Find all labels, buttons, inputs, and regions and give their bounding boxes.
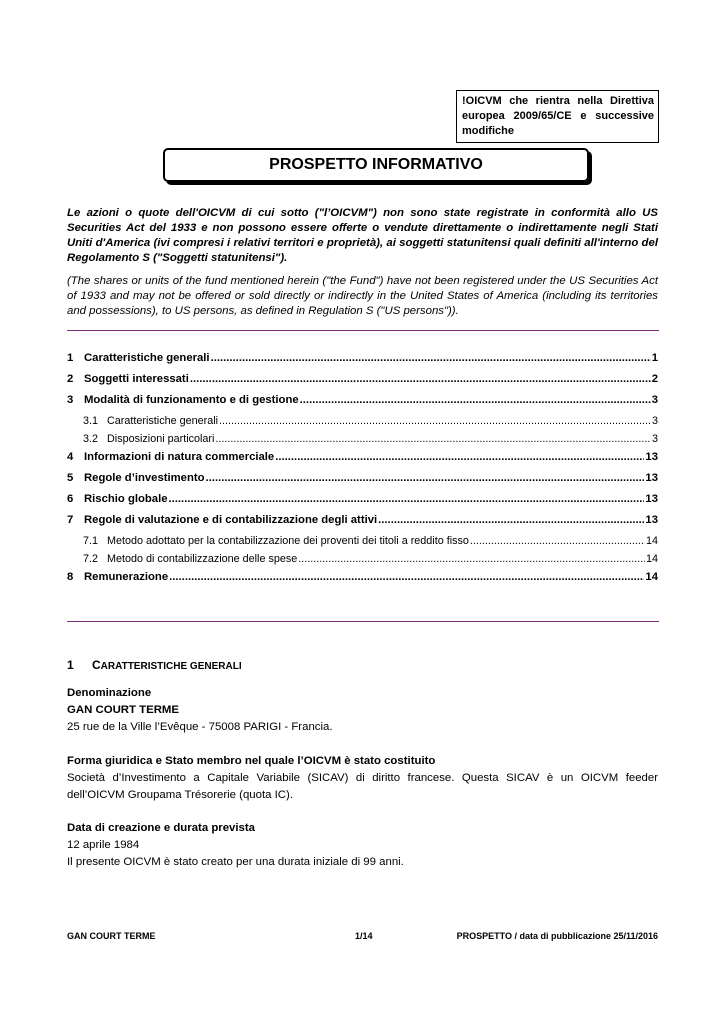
toc-dot-leader [169,493,645,505]
toc-entry-page: 14 [645,553,658,565]
toc-entry-number: 5 [67,472,74,484]
divider-bottom [67,621,659,622]
toc-dot-leader [470,535,645,547]
toc-entry[interactable] [67,373,658,394]
toc-entry-page: 2 [651,373,658,385]
toc-entry[interactable] [67,571,658,592]
toc-entry-number: 7.2 [83,553,99,565]
toc-dot-leader [211,352,651,364]
disclaimer-italian: Le azioni o quote dell'OICVM di cui sotto ("l’OICVM") non sono state registrate in conformità allo US Securities Act del 1933 e non possono essere offerte o vendute direttamente o indirettamente negli Stati Uniti d'America (ivi compresi i relativi territori e proprietà), ai soggetti statunitensi quali definiti all'interno del Regolamento S ("Soggetti statunitensi"). [67,207,658,264]
toc-entry-label: Regole di valutazione e di contabilizzazione degli attivi [84,514,378,526]
legal-form-text: Società d’Investimento a Capitale Variabile (SICAV) di diritto francese. Questa SICAV è un OICVM feeder dell’OICVM Groupama Trésorerie (quota IC). [67,772,658,801]
creation-label: Data di creazione e durata prevista [67,822,256,834]
toc-entry-page: 14 [645,571,658,583]
section-title-rest: ARATTERISTICHE GENERALI [100,661,242,672]
toc-entry-page: 13 [645,472,658,484]
denomination-block [67,685,658,736]
toc-dot-leader [298,553,645,565]
toc-entry-number: 3.1 [83,415,99,427]
toc-entry-label: Informazioni di natura commerciale [84,451,275,463]
toc-entry-number: 8 [67,571,74,583]
disclaimer-english: (The shares or units of the fund mentioned herein ("the Fund") have not been registered under the US Securities Act of 1933 and may not be offered or sold directly or indirectly in the United States of America (including its territories and possessions), to US persons, as defined in Regulation S ("US persons")). [67,275,658,317]
toc-entry[interactable] [67,472,658,493]
toc-entry-number: 7 [67,514,74,526]
toc-entry-label: Caratteristiche generali [84,352,210,364]
toc-entry-page: 3 [651,415,658,427]
toc-entry[interactable] [67,352,658,373]
directive-note-box [456,90,659,143]
toc-entry-label: Caratteristiche generali [107,415,219,427]
toc-entry-number: 7.1 [83,535,99,547]
toc-entry[interactable] [67,553,658,571]
toc-dot-leader [215,433,651,445]
footer-right: PROSPETTO / data di pubblicazione 25/11/2016 [456,931,658,941]
toc-entry-page: 14 [645,535,658,547]
toc-entry-page: 3 [651,394,658,406]
section-1-heading [67,658,242,672]
toc-entry-label: Metodo adottato per la contabilizzazione dei proventi dei titoli a reddito fisso [107,535,469,547]
toc-entry-page: 13 [645,451,658,463]
toc-entry-page: 13 [645,514,658,526]
toc-entry-page: 3 [651,433,658,445]
footer-page-number: 1/14 [355,931,373,941]
toc-entry-label: Regole d’investimento [84,472,205,484]
table-of-contents [67,352,658,592]
fund-name: GAN COURT TERME [67,704,180,716]
directive-note: !OICVM che rientra nella Direttiva europea 2009/65/CE e successive modifiche [462,95,654,137]
toc-entry-number: 1 [67,352,74,364]
toc-entry-page: 1 [651,352,658,364]
footer-left: GAN COURT TERME [67,931,156,941]
creation-date: 12 aprile 1984 [67,839,140,851]
toc-entry-number: 4 [67,451,74,463]
toc-entry-label: Modalità di funzionamento e di gestione [84,394,299,406]
duration-text: Il presente OICVM è stato creato per una durata iniziale di 99 anni. [67,856,404,868]
legal-form-block [67,753,658,804]
toc-entry[interactable] [67,451,658,472]
toc-dot-leader [169,571,644,583]
toc-dot-leader [275,451,644,463]
toc-entry[interactable] [67,493,658,514]
toc-dot-leader [300,394,651,406]
fund-address: 25 rue de la Ville l’Evêque - 75008 PARIGI - Francia. [67,721,333,733]
toc-entry-page: 13 [645,493,658,505]
section-number: 1 [67,658,74,672]
toc-entry-number: 6 [67,493,74,505]
toc-entry[interactable] [67,394,658,415]
divider-top [67,330,659,331]
toc-entry-label: Metodo di contabilizzazione delle spese [107,553,298,565]
toc-entry[interactable] [67,415,658,433]
toc-dot-leader [378,514,644,526]
toc-dot-leader [219,415,651,427]
toc-entry-label: Disposizioni particolari [107,433,215,445]
document-title-box [163,148,589,182]
toc-entry-number: 2 [67,373,74,385]
toc-entry[interactable] [67,514,658,535]
toc-dot-leader [190,373,651,385]
denomination-label: Denominazione [67,687,152,699]
legal-form-label: Forma giuridica e Stato membro nel quale l’OICVM è stato costituito [67,755,436,767]
toc-dot-leader [206,472,645,484]
toc-entry-label: Remunerazione [84,571,169,583]
document-title: PROSPETTO INFORMATIVO [269,156,483,173]
section-title-initial: C [92,658,101,672]
toc-entry-label: Rischio globale [84,493,168,505]
toc-entry[interactable] [67,535,658,553]
creation-block [67,820,658,871]
toc-entry-number: 3 [67,394,74,406]
toc-entry-label: Soggetti interessati [84,373,189,385]
toc-entry[interactable] [67,433,658,451]
toc-entry-number: 3.2 [83,433,99,445]
